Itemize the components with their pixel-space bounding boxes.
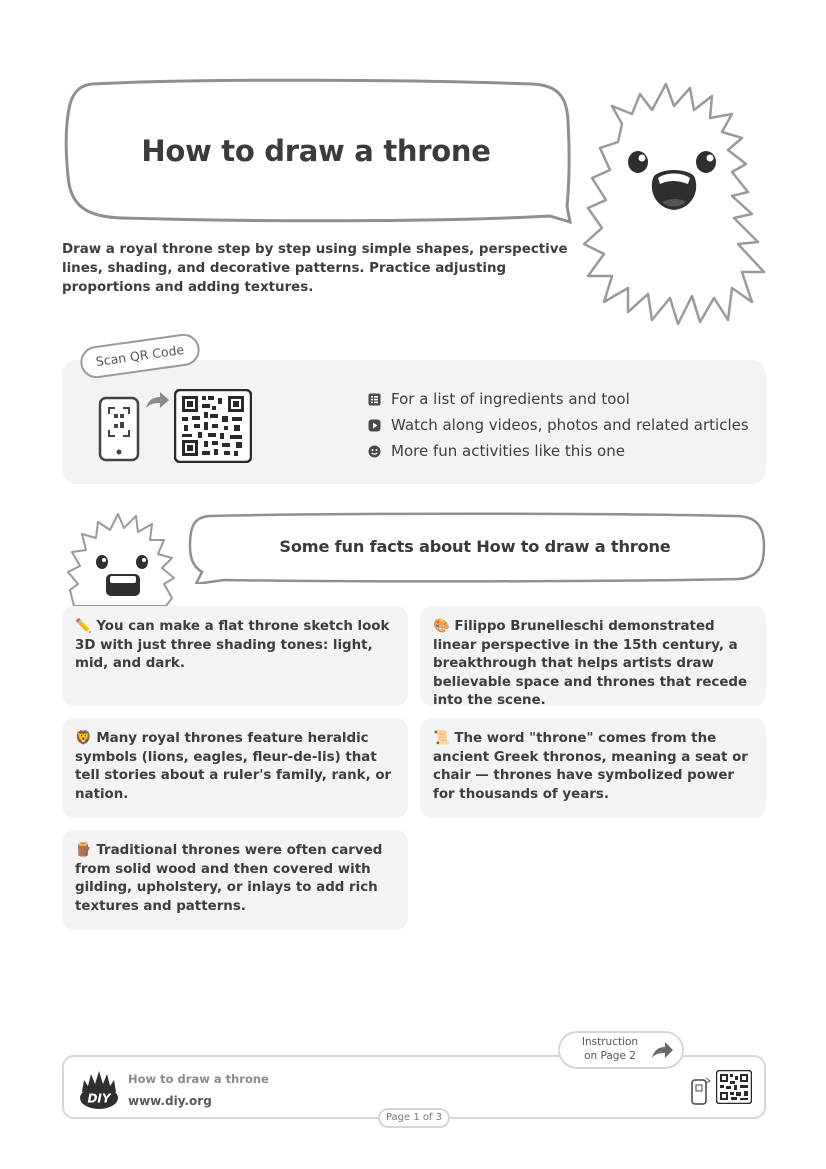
page-indicator: Page 1 of 3	[378, 1108, 450, 1128]
facts-title: Some fun facts about How to draw a throne	[279, 537, 671, 556]
play-icon	[368, 419, 381, 432]
yeti-mascot-icon	[582, 76, 768, 326]
fact-card: ✏️ You can make a flat throne sketch look 3D with just three shading tones: light, mid, and dark.	[62, 606, 408, 706]
page-title: How to draw a throne	[141, 134, 491, 168]
instruction-label	[572, 1036, 648, 1063]
qr-code-small-icon[interactable]	[716, 1070, 752, 1104]
phone-scan-icon	[98, 396, 140, 462]
fact-card: 🎨 Filippo Brunelleschi demonstrated linear perspective in the 15th century, a breakthrough that helps artists draw believable space and thrones that recede into the scene.	[420, 606, 766, 706]
link-label: Watch along videos, photos and related articles	[391, 416, 749, 434]
yeti-small-mascot-icon	[66, 510, 178, 606]
link-ingredients[interactable]	[368, 386, 749, 412]
link-label: More fun activities like this one	[391, 442, 625, 460]
arrow-right-icon	[650, 1040, 674, 1060]
qr-code-icon[interactable]	[174, 389, 252, 463]
logo-text: DIY	[87, 1091, 111, 1106]
intro-paragraph: Draw a royal throne step by step using simple shapes, perspective lines, shading, and decorative patterns. Practice adjusting proportions and adding textures.	[62, 242, 568, 295]
instruction-line2: on Page 2	[584, 1049, 636, 1062]
instruction-line1: Instruction	[581, 1036, 639, 1048]
link-activities[interactable]	[368, 438, 749, 464]
footer-title: How to draw a throne	[128, 1072, 269, 1086]
link-videos[interactable]	[368, 412, 749, 438]
phone-scan-icon	[689, 1076, 711, 1106]
link-label: For a list of ingredients and tool	[391, 390, 630, 408]
fact-card: 🪵 Traditional thrones were often carved from solid wood and then covered with gilding, upholstery, or inlays to add rich textures and patterns.	[62, 830, 408, 930]
diy-logo-icon	[78, 1068, 120, 1110]
scan-qr-tag: Scan QR Code	[78, 332, 201, 380]
smiley-icon	[368, 445, 381, 458]
list-icon	[368, 393, 381, 406]
fact-card: 🦁 Many royal thrones feature heraldic symbols (lions, eagles, fleur-de-lis) that tell stories about a ruler's family, rank, or nation.	[62, 718, 408, 818]
footer-url[interactable]: www.diy.org	[128, 1094, 212, 1108]
arrow-right-icon	[144, 390, 170, 410]
fact-card: 📜 The word "throne" comes from the ancient Greek thronos, meaning a seat or chair — thrones have symbolized power for thousands of years.	[420, 718, 766, 818]
qr-link-list	[368, 386, 749, 464]
